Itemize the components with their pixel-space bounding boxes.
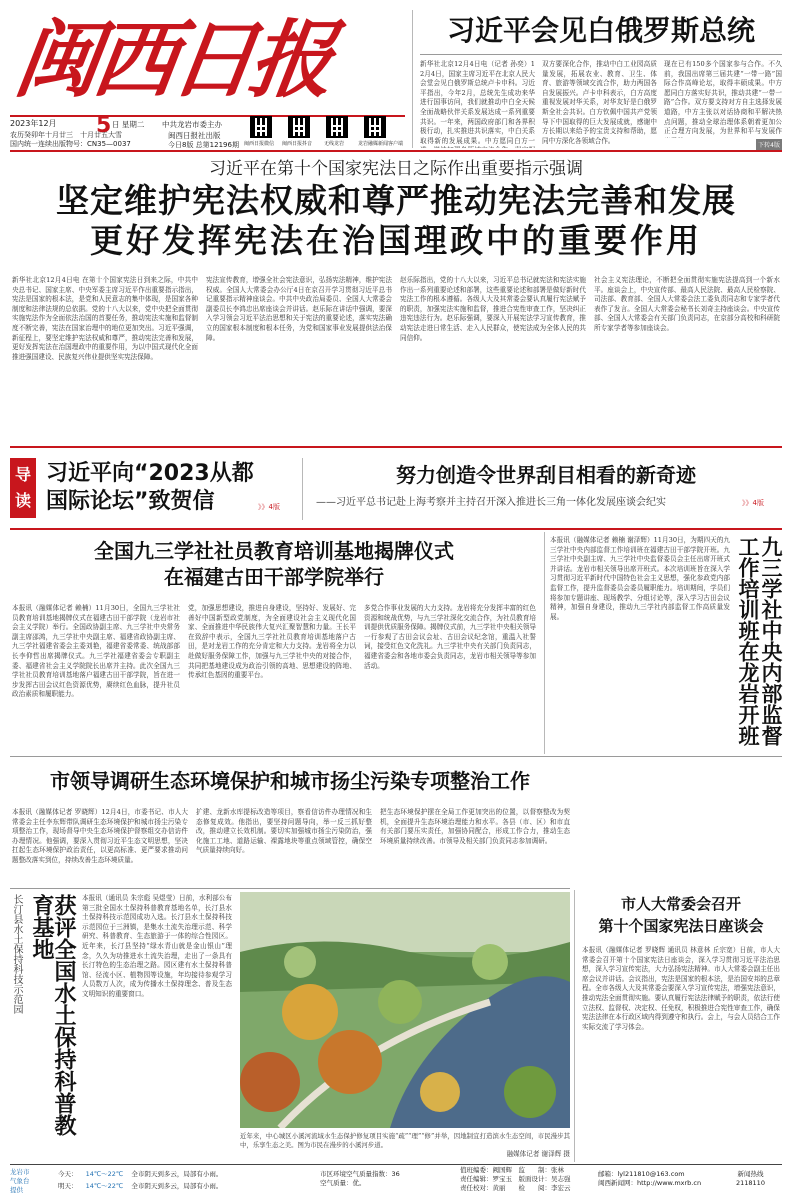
guide-item-2-page[interactable]: 》》4版 bbox=[742, 499, 764, 507]
guide-item-1-line-1[interactable]: 习近平向“2023从都 bbox=[46, 461, 254, 486]
photo-caption: 近年来，中心城区小溪河流域水生态保护修复项目实施“疏”“理”“修”并举，因地制宜打造滨水生态空间，市民漫步其中，乐享生态之美。图为市民在漫步的小溪河步道。 bbox=[240, 1132, 570, 1150]
ecology-headline[interactable]: 市领导调研生态环境保护和城市扬尘污染专项整治工作 bbox=[50, 769, 530, 793]
qr-caption-4: 龙岩融媒新闻客户端 bbox=[358, 141, 404, 147]
qr-code-douyin[interactable] bbox=[288, 116, 310, 138]
publisher-1: 中共龙岩市委主办 bbox=[162, 120, 222, 129]
weather-tomorrow: 明天： 14℃～22℃ 全市阴天到多云，局部有小雨。 bbox=[58, 1182, 223, 1190]
park-photo[interactable] bbox=[240, 892, 570, 1128]
top-story-column-1: 新华社北京12月4日电（记者 孙奕）12月4日，国家主席习近平在北京人民大会堂会见白俄罗斯总统卢卡申科。习近平指出，今年2月，总统先生成功来华进行国事访问，我们就推动中白全天候全面战略伙伴关系发展达成一系列重要共识。一年来，两国政府部门和各界积极行动，扎实推进共识落实，中白关系取得新的发展成果。中方愿同白方一 bbox=[420, 60, 535, 145]
jiusan-headline-1[interactable]: 全国九三学社社员教育培训基地揭牌仪式 bbox=[94, 539, 454, 563]
guide-item-1-page[interactable]: 》》4版 bbox=[258, 503, 280, 511]
masthead bbox=[9, 6, 405, 149]
editors: 值班编委：阙国辉 监 制：张林 责任编辑：罗宝玉 版面设计：吴志强 责任校对：黄丽 检 阅：李宏云 bbox=[460, 1166, 571, 1192]
air-quality: 市区环境空气质量指数：36 空气质量：优。 bbox=[320, 1170, 400, 1187]
qr-caption-3: 无线龙岩 bbox=[324, 141, 345, 147]
publisher-3: 今日8版 总第12196期 bbox=[168, 141, 239, 149]
npc-headline-1[interactable]: 市人大常委会召开 bbox=[620, 895, 741, 913]
qr-caption-1: 闽西日报微信 bbox=[244, 141, 275, 147]
soil-vertical-kicker: 长汀县水土保持科技示范园 bbox=[11, 894, 22, 1014]
jiusan-headline-2[interactable]: 在福建古田干部学院举行 bbox=[164, 565, 384, 589]
lead-story-kicker: 习近平在第十个国家宪法日之际作出重要指示强调 bbox=[209, 159, 583, 179]
qr-code-wuxian[interactable] bbox=[326, 116, 348, 138]
npc-headline-2[interactable]: 第十个国家宪法日座谈会 bbox=[598, 917, 764, 935]
issue-cn-number: 国内统一连续出版物号：CN35—0037 bbox=[10, 140, 131, 148]
lead-story-column-4: 社会主义宪法理论，不断把全面贯彻实施宪法提高到一个新水平。座谈会上，中央宣传部、最高人民法院、最高人民检察院、司法部、教育部、全国人大常委会法工委负责同志和专家学者代表作了发言。全国人大常委会秘书长刘奇主持座谈会。中央宣传部、全国人大常委会有关部门负责同志，在京部分高校和科研院所专家学者等参加座谈会。 bbox=[594, 276, 780, 332]
side-story-vertical-headline[interactable]: 九三学社中央内部监督工作培训班在龙岩开班 bbox=[736, 536, 783, 746]
footer bbox=[10, 1166, 782, 1198]
top-story-column-2: 双方要深化合作，推动中白工业园高质量发展，拓展农业、教育、卫生、体育、旅游等领域交流合作，助力两国各自发展振兴。卢卡申科表示，白方高度重视发展对华关系，对华友好是白俄罗斯全社会共识。白方钦佩中国共产党领导下中国取得的巨大发展成就，感谢中方长期以来给予的宝贵支持和帮助，愿同中方深化各领域合作。 bbox=[542, 60, 657, 145]
photo-credit: 融媒体记者 谢泽辉 摄 bbox=[506, 1150, 570, 1158]
ecology-story bbox=[10, 760, 782, 886]
ecology-column-3: 把生态环境保护摆在全局工作更加突出的位置，以督察整改为契机，全面提升生态环境治理能力和水平。各县（市、区）和市直有关部门要压实责任，加强协同配合，形成工作合力，推动生态环境质量持续改善。市领导及相关部门负责同志参加调研。 bbox=[380, 808, 570, 845]
soil-story bbox=[10, 890, 232, 1162]
jiusan-column-3: 多党合作事业发展的大力支持。龙岩将充分发挥丰富的红色资源和统战优势，与九三学社深化交流合作，为社员教育培训提供优质服务保障。揭牌仪式前，九三学社中央相关领导一行参观了古田会议会址、古田会议纪念馆，重温入社誓词，接受红色文化洗礼。九三学社中央有关部门负责同志，福建省委会和各地市委会负责同志，龙岩市相关领导等参加活动。 bbox=[364, 604, 536, 670]
weather-source: 龙岩市 气象台 提供 bbox=[10, 1168, 30, 1194]
lead-story bbox=[10, 152, 782, 442]
qr-code-app[interactable] bbox=[364, 116, 386, 138]
guide-item-2-subheadline: ——习近平总书记赴上海考察并主持召开深入推进长三角一体化发展座谈会纪实 bbox=[316, 497, 666, 508]
jiusan-column-1: 本报讯（融媒体记者 赖楠）11月30日，全国九三学社社员教育培训基地揭牌仪式在福建古田干部学院（龙岩市社会主义学院）举行。全国政协副主席、九三学社中央常务副主席邵鸿，九三学社中央副主席、福建省政协副主席、九三学社福建省委会主委刘艳，福建省委常委、统战部部长李仰哲出席揭牌仪式。九三学社福建省委会专职副主委、福建省社会主义学院院长出席并主持。此次全国九三学社社员教育培训基地落户福建古田干部学院，旨在进一步发挥古田会议红色资源优势，赓续红色血脉，提升社员政治素质和履职能力。 bbox=[12, 604, 180, 699]
contact: 邮箱：lyl211810@163.com 闽西新闻网：http://www.mxrb.cn bbox=[598, 1170, 702, 1187]
ecology-column-2: 扩建、龙新水库提标改造等项目，察看信访件办理情况和生态修复成效。他指出，要坚持问题导向，举一反三抓好整改，推动建立长效机制。要切实加强城市扬尘污染防治，强化施工工地、道路运输、裸露地块等重点领域管控，确保空气质量持续向好。 bbox=[196, 808, 372, 855]
issue-lunar: 农历癸卯年十月廿三 十月廿五大雪 bbox=[10, 131, 122, 139]
lead-story-column-1: 新华社北京12月4日电 在第十个国家宪法日到来之际，中共中央总书记、国家主席、中央军委主席习近平作出重要指示指出，宪法是国家的根本法，是党和人民意志的集中体现，是国家各种制度和法律法规的总依据。党的十八大以来，党中央把全面贯彻实施宪法作为全面依法治国的首要任务，推动宪法实施和监督制度不断完善，宪法在国家治理中的地位更加突出。习近平强调，新征程上，要坚定维护宪法权威和尊严，推动宪法完善和发展，更好发挥宪法在治国理政中的重要作用，为以中国式现代化全面推进强国建设、民族复兴伟业提供坚实宪法保障。 bbox=[12, 276, 198, 361]
issue-date: 2023年12月 bbox=[10, 119, 57, 128]
guide-label: 导读 bbox=[10, 458, 36, 518]
lead-story-column-2: 宪法宣传教育，增强全社会宪法意识，弘扬宪法精神，维护宪法权威。全国人大常委会办公厅4日在京召开学习贯彻习近平总书记重要指示精神座谈会。中共中央政治局委员、全国人大常委会副委员长李鸿忠出席座谈会并讲话。赵乐际在讲话中强调，要深入学习领会习近平法治思想和关于宪法的重要论述，落实宪法确立的国家根本制度和根本任务，为党和国家事业发展提供法治保障。 bbox=[206, 276, 392, 342]
jiusan-story bbox=[10, 532, 538, 754]
top-story-continued[interactable]: 下转4版 bbox=[756, 139, 782, 150]
ecology-column-1: 本报讯（融媒体记者 罗晓辉）12月4日，市委书记、市人大常委会主任李东辉带队调研生态环境保护和城市扬尘污染专项整治工作，现场督导中央生态环境保护督察组交办信访件办理情况。他强调，要深入贯彻习近平生态文明思想，坚决扛起生态环境保护政治责任，以更高标准、更严要求推动问题整改落实到位，持续改善生态环境质量。 bbox=[12, 808, 188, 864]
lead-story-column-3: 赵乐际指出，党的十八大以来，习近平总书记就宪法和宪法实施作出一系列重要论述和部署，这些重要论述和部署是做好新时代宪法工作的根本遵循。各级人大及其常委会要认真履行宪法赋予的职责，加强宪法实施和监督，推进合宪性审查工作，坚决纠正违宪违法行为。赵乐际强调，要深入开展宪法学习宣传教育，推动宪法走进日常生活、走入人民群众，使宪法成为全体人民的共同信仰。 bbox=[400, 276, 586, 342]
soil-vertical-headline[interactable]: 获评全国水土保持科普教育基地 bbox=[29, 894, 76, 1136]
hotline: 新闻热线 2118110 bbox=[736, 1170, 765, 1187]
lead-story-headline-2[interactable]: 更好发挥宪法在治国理政中的重要作用 bbox=[90, 221, 702, 260]
jiusan-column-2: 党，加强思想建设，推进自身建设，坚持好、发展好、完善好中国新型政党制度，为全面建设社会主义现代化国家、全面推进中华民族伟大复兴汇聚智慧和力量。王长平在致辞中表示，全国九三学社社员教育培训基地落户古田，是对龙岩工作的充分肯定和大力支持。龙岩将全力以赴做好服务保障工作，加强与九三学社中央的对接合作，共同把基地建设成为政治引领的高地、思想建设的阵地、传承红色基因的重要平台。 bbox=[188, 604, 356, 680]
publisher-2: 闽西日报社出版 bbox=[168, 131, 221, 140]
guide-section bbox=[10, 450, 782, 526]
qr-caption-2: 闽西日报抖音 bbox=[282, 141, 313, 147]
npc-story bbox=[580, 890, 782, 1162]
top-story bbox=[420, 8, 782, 148]
qr-code-wechat[interactable] bbox=[250, 116, 272, 138]
top-story-column-3: 现在已有150多个国家参与合作。不久前，我国出席第三届共建“一带一路”国际合作高峰论坛，取得丰硕成果。中方愿同白方落实好共识，推动共建“一带一路”合作。双方要支持对方自主选择发展道路，中方主张以对话协商和平解决热点问题，推动全球治理体系朝着更加公正合理方向发展，为世界和平与发展作 bbox=[664, 60, 782, 136]
photo-block bbox=[240, 892, 570, 1162]
soil-story-text: 本报讯（通讯员 朱宗彪 吴煜莹）日前，水利部公布第三批全国水土保持科普教育基地名单，长汀县水土保持科技示范园成功入选。长汀县水土保持科技示范园位于三洲镇，是集水土流失治理示范、科学研究、科普教育、生态旅游于一体的综合性园区。近年来，长汀县坚持“绿水青山就是金山银山”理念，久久为功推进水土流失治理，走出了一条具有长汀特色的生态治理之路。园区建有水土保持科普馆、径流小区、植物园等设施，年均接待参观学习人员数万人次，成为传播水土保持理念、普及生态文明知识的重要窗口。 bbox=[82, 894, 232, 998]
npc-story-text: 本报讯（融媒体记者 罗晓辉 通讯员 林意林 丘宗宽）日前，市人大常委会召开第十个国家宪法日座谈会，深入学习贯彻习近平法治思想，深入学习宣传宪法，大力弘扬宪法精神。市人大常委会副主任出席会议并讲话。会议指出，宪法是国家的根本法，是治国安邦的总章程。全市各级人大及其常委会要深入学习宣传宪法，增强宪法意识，推动宪法全面贯彻实施。要认真履行宪法法律赋予的职责，依法行使立法权、监督权、决定权、任免权，积极推进合宪性审查工作，确保宪法法律在本行政区域内得到遵守和执行。会上，与会人员结合工作实际交流了学习体会。 bbox=[582, 946, 780, 1031]
issue-day: 5 bbox=[96, 113, 112, 138]
side-story bbox=[550, 532, 782, 754]
issue-weekday: 日 星期二 bbox=[112, 120, 145, 129]
guide-item-1-line-2[interactable]: 国际论坛”致贺信 bbox=[46, 489, 215, 514]
weather-today: 今天： 14℃～22℃ 全市阴天到多云，局部有小雨。 bbox=[58, 1170, 223, 1178]
lead-story-headline-1[interactable]: 坚定维护宪法权威和尊严推动宪法完善和发展 bbox=[56, 181, 736, 220]
side-story-text: 本报讯（融媒体记者 赖楠 谢泽辉）11月30日，为期四天的九三学社中央内部监督工作培训班在福建古田干部学院开班。九三学社中央副主席、九三学社中央监督委员会主任出席开班式并讲话。龙岩市相关领导出席开班式。本次培训班旨在深入学习贯彻习近平新时代中国特色社会主义思想，强化参政党内部监督工作，提升监督委员会委员履职能力。培训期间，学员们将参加专题讲座、现场教学、分组讨论等，深入学习古田会议精神，加强自身建设，推动九三学社内部监督工作高质量发展。 bbox=[550, 536, 730, 621]
newspaper-logo: 闽西日报 bbox=[9, 10, 336, 109]
top-story-headline[interactable]: 习近平会见白俄罗斯总统 bbox=[446, 14, 755, 47]
guide-item-2-headline[interactable]: 努力创造令世界刮目相看的新奇迹 bbox=[396, 463, 696, 487]
